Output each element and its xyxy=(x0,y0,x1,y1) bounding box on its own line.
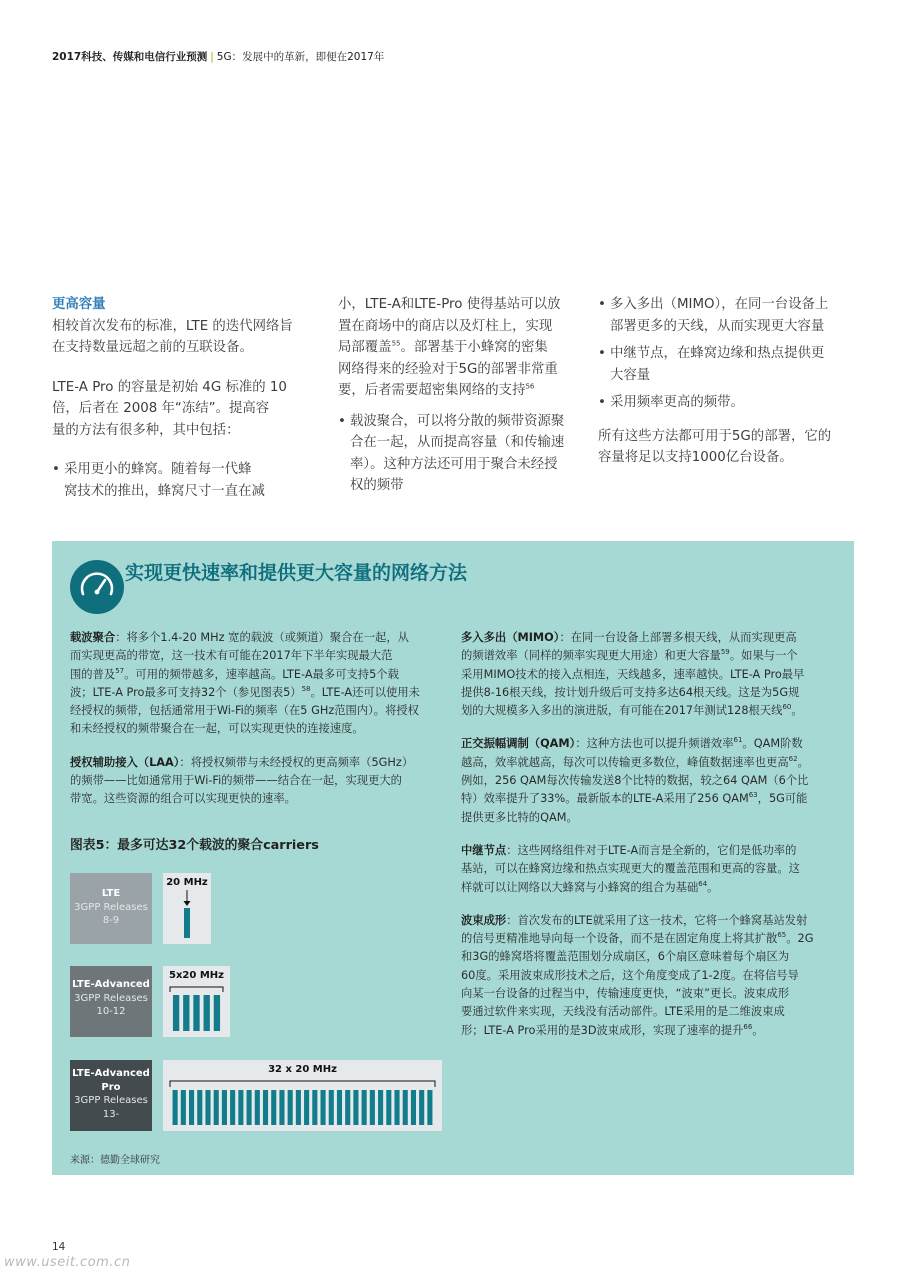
carrier-bar xyxy=(370,1090,375,1125)
term: 正交振幅调制（QAM） xyxy=(461,737,576,751)
carrier-bar xyxy=(312,1090,317,1125)
report-title: 2017科技、传媒和电信行业预测 xyxy=(52,51,208,63)
text-column-2 xyxy=(338,294,578,497)
carrier-bar xyxy=(362,1090,367,1125)
line: 局部覆盖 xyxy=(338,340,392,355)
carrier-bar xyxy=(214,1090,219,1125)
bullet-higher-frequency: • 采用频率更高的频带。 xyxy=(598,392,854,414)
carrier-bar xyxy=(238,1090,243,1125)
carrier-bar xyxy=(255,1090,260,1125)
line: 。部署基于小蜂窝的密集 xyxy=(400,340,548,355)
footnote-ref: 63 xyxy=(748,791,758,800)
line: 小，LTE-A和LTE-Pro 使得基站可以放 xyxy=(338,297,561,312)
box-title: 实现更快速率和提供更大容量的网络方法 xyxy=(125,562,468,584)
section-title: 更高容量 xyxy=(52,297,106,312)
line: 的频带——比如通常用于Wi-Fi的频带——结合在一起，实现更大的 xyxy=(70,774,402,788)
carrier-bar xyxy=(345,1090,350,1125)
carrier-bar xyxy=(263,1090,268,1125)
carrier-label: 20 MHz xyxy=(166,877,208,888)
line: 所有这些方法都可用于5G的部署，它的 xyxy=(598,428,832,444)
line: 。可用的频带越多，速率越高。LTE-A最多可支持5个载 xyxy=(124,667,399,681)
carrier-bar xyxy=(204,995,210,1031)
footnote-ref: 62 xyxy=(788,755,798,764)
release-label-lte-advanced xyxy=(70,966,152,1037)
carrier-bar xyxy=(197,1090,202,1125)
line: 合在一起，从而提高容量（和传输速 xyxy=(350,435,565,450)
line: 率）。这种方法还可用于聚合未经授 xyxy=(350,456,558,472)
beamforming-paragraph xyxy=(461,912,841,1040)
line: 采用更小的蜂窝。随着每一代蜂 xyxy=(64,462,252,477)
footnote-ref: 59 xyxy=(720,648,730,657)
conclusion-paragraph xyxy=(598,426,854,469)
carrier-aggregation-paragraph xyxy=(70,629,442,739)
laa-paragraph xyxy=(70,754,442,809)
carrier-bar xyxy=(394,1090,399,1125)
carrier-bar xyxy=(222,1090,227,1125)
carrier-bar xyxy=(288,1090,293,1125)
line: 大容量 xyxy=(610,367,651,383)
line: 基站，可以在蜂窝边缘和热点实现更大的覆盖范围和更高的容量。这 xyxy=(461,862,800,876)
release-name: LTE-Advanced xyxy=(72,979,150,990)
line: 而实现更高的带宽，这一技术有可能在2017年下半年实现最大范 xyxy=(70,649,393,663)
line: 和3G的蜂窝塔将覆盖范围划分成扇区，6个扇区意味着每个扇区为 xyxy=(461,950,790,964)
carrier-bar xyxy=(214,995,220,1031)
line: 倍，后者在 2008 年“冻结”。提高容 xyxy=(52,401,270,416)
line: 量的方法有很多种，其中包括： xyxy=(52,422,240,438)
continued-paragraph xyxy=(338,294,578,402)
line: ，5G可能 xyxy=(757,792,808,806)
line: 窝技术的推出，蜂窝尺寸一直在减 xyxy=(64,483,265,499)
footnote-ref: 57 xyxy=(115,666,125,675)
line: 采用MIMO技术的接入点相连，天线越多，速率越快。LTE-A Pro最早 xyxy=(461,667,805,681)
release-label-lte xyxy=(70,873,152,944)
release-line: 10-12 xyxy=(96,1006,126,1017)
line: 中继节点，在蜂窝边缘和热点提供更 xyxy=(610,346,825,361)
release-line: 3GPP Releases xyxy=(74,901,148,913)
line: 例如，256 QAM每次传输发送8个比特的数据，较之64 QAM（6个比 xyxy=(461,774,809,788)
box-left-column xyxy=(70,629,442,824)
carrier-label: 32 x 20 MHz xyxy=(268,1064,337,1075)
carrier-panel-lte-advanced-pro xyxy=(163,1060,442,1131)
line: 多入多出（MIMO），在同一台设备上 xyxy=(610,297,829,312)
line: 。LTE-A还可以使用未 xyxy=(310,685,420,699)
carrier-panel-lte xyxy=(163,873,211,944)
lte-a-pro-paragraph xyxy=(52,377,302,442)
line: 形；LTE-A Pro采用的是3D波束成形，实现了速率的提升 xyxy=(461,1023,744,1037)
release-line: 13- xyxy=(102,1108,120,1120)
line: 。QAM阶数 xyxy=(742,737,803,751)
page-header xyxy=(52,49,384,64)
line: 围的普及 xyxy=(70,667,116,681)
term: 波束成形 xyxy=(461,913,507,927)
watermark: www.useit.com.cn xyxy=(4,1255,131,1270)
carrier-bar xyxy=(411,1090,416,1125)
footnote-ref: 58 xyxy=(301,685,311,694)
line: 。如果与一个 xyxy=(729,649,798,663)
release-name-2: Pro xyxy=(101,1081,121,1093)
bullet-carrier-aggregation xyxy=(338,411,578,497)
release-line: 8-9 xyxy=(102,915,120,926)
term: 多入多出（MIMO） xyxy=(461,631,560,644)
line: ：在同一台设备上部署多根天线，从而实现更高 xyxy=(559,631,797,644)
release-line: 3GPP Releases xyxy=(74,992,148,1004)
carrier-bar xyxy=(337,1090,342,1125)
page-number: 14 xyxy=(52,1241,66,1253)
line: 。 xyxy=(797,755,809,769)
carrier-label: 5x20 MHz xyxy=(169,970,224,981)
footnote-ref: 66 xyxy=(743,1022,753,1031)
term: 授权辅助接入（LAA） xyxy=(70,755,180,769)
carrier-bar xyxy=(247,1090,252,1125)
footnote-ref: 64 xyxy=(698,879,708,888)
carrier-bar xyxy=(173,1090,178,1125)
footnote-ref: 56 xyxy=(525,382,535,391)
line: 权的频带 xyxy=(350,478,404,493)
qam-paragraph xyxy=(461,735,841,826)
line: 提供更多比特的QAM。 xyxy=(461,810,578,824)
carrier-bar xyxy=(181,1090,186,1125)
intro-paragraph: 相较首次发布的标准，LTE 的迭代网络旨在支持数量远超之前的互联设备。 xyxy=(52,318,293,355)
line: 越高，效率就越高，每次可以传输更多数位，峰值数据速率也更高 xyxy=(461,755,789,769)
line: 要，后者需要超密集网络的支持 xyxy=(338,383,526,398)
line: LTE-A Pro 的容量是初始 4G 标准的 10 xyxy=(52,379,287,395)
release-name: LTE-Advanced xyxy=(72,1068,150,1079)
line: 部署更多的天线，从而实现更大容量 xyxy=(610,318,825,334)
line: 置在商场中的商店以及灯柱上，实现 xyxy=(338,318,553,334)
term: 载波聚合 xyxy=(70,631,116,644)
line: 。2G xyxy=(786,932,814,946)
carrier-bar xyxy=(205,1090,210,1125)
carrier-bar xyxy=(189,1090,194,1125)
figure-title: 图表5：最多可达32个载波的聚合carriers xyxy=(70,838,319,853)
figure-source: 来源：德勤全球研究 xyxy=(70,1155,160,1166)
network-methods-box xyxy=(52,541,854,1175)
footnote-ref: 61 xyxy=(733,736,743,745)
carrier-bar xyxy=(183,995,189,1031)
carrier-bar xyxy=(193,995,199,1031)
carrier-bar xyxy=(296,1090,301,1125)
line: ：将多个1.4-20 MHz 宽的载波（或频道）聚合在一起，从 xyxy=(115,631,409,644)
carrier-bar xyxy=(386,1090,391,1125)
line: 。 xyxy=(752,1023,764,1037)
carrier-bar xyxy=(173,995,179,1031)
line: 网络得来的经验对于5G的部署非常重 xyxy=(338,361,558,377)
line: 波；LTE-A Pro最多可支持32个（参见图表5） xyxy=(70,685,302,699)
line: ：这种方法也可以提升频谱效率 xyxy=(575,737,734,751)
line: 的信号更精准地导向每一个设备，而不是在固定角度上将其扩散 xyxy=(461,932,778,946)
release-label-lte-advanced-pro xyxy=(70,1060,152,1131)
bullet-relay-nodes xyxy=(598,343,854,386)
line: ：首次发布的LTE就采用了这一技术，它将一个蜂窝基站发射 xyxy=(506,913,808,927)
line: 带宽。这些资源的组合可以实现更快的速率。 xyxy=(70,792,296,806)
carrier-bar xyxy=(378,1090,383,1125)
line: 经授权的频带，包括通常用于Wi-Fi的频率（在5 GHz范围内）。将授权 xyxy=(70,704,419,718)
text-column-3 xyxy=(598,294,854,469)
carrier-bar xyxy=(230,1090,235,1125)
term: 中继节点 xyxy=(461,843,507,857)
carrier-bar xyxy=(353,1090,358,1125)
line: 载波聚合，可以将分散的频带资源聚 xyxy=(350,413,565,429)
carrier-bar xyxy=(403,1090,408,1125)
release-line: 3GPP Releases xyxy=(74,1095,148,1106)
line: 容量将足以支持1000亿台设备。 xyxy=(598,450,793,465)
line: 和未经授权的频带聚合在一起，可以实现更快的连接速度。 xyxy=(70,722,364,736)
release-name: LTE xyxy=(101,888,121,899)
carrier-bar xyxy=(419,1090,424,1125)
footnote-ref: 65 xyxy=(777,931,787,940)
bullet-smaller-cells xyxy=(52,459,302,502)
bullet-mimo xyxy=(598,294,854,337)
header-separator: | xyxy=(210,51,214,63)
carrier-bar xyxy=(304,1090,309,1125)
carrier-bar xyxy=(427,1090,432,1125)
box-right-column xyxy=(461,629,841,1055)
carrier-bar xyxy=(184,908,190,938)
footnote-ref: 60 xyxy=(782,703,792,712)
line: 向某一台设备的过程当中，传输速度更快，“波束”更长。波束成形 xyxy=(461,987,790,1001)
mimo-paragraph xyxy=(461,629,841,720)
chapter-title: 5G：发展中的革新，即便在2017年 xyxy=(216,51,385,63)
speedometer-icon xyxy=(70,560,124,614)
carrier-bar xyxy=(329,1090,334,1125)
line: 的频谱效率（同样的频率实现更大用途）和更大容量 xyxy=(461,649,721,663)
line: 提供8-16根天线，按计划升级后可支持多达64根天线。这是为5G规 xyxy=(461,685,800,699)
relay-paragraph xyxy=(461,842,841,897)
line: 。 xyxy=(707,880,719,894)
line: ：将授权频带与未经授权的更高频率（5GHz） xyxy=(179,755,414,769)
line: 特）效率提升了33%。最新版本的LTE-A采用了256 QAM xyxy=(461,792,749,806)
text-column-1 xyxy=(52,294,302,502)
line: 。 xyxy=(791,704,803,718)
line: 样就可以让网络以大蜂窝与小蜂窝的组合为基础 xyxy=(461,880,699,894)
line: ：这些网络组件对于LTE-A而言是全新的，它们是低功率的 xyxy=(506,843,797,857)
line: 要通过软件来实现，天线没有活动部件。LTE采用的是二维波束成 xyxy=(461,1005,785,1019)
line: 划的大规模多入多出的演进版，有可能在2017年测试128根天线 xyxy=(461,704,783,718)
carrier-bar xyxy=(271,1090,276,1125)
carrier-panel-lte-advanced xyxy=(163,966,230,1037)
line: 60度。采用波束成形技术之后，这个角度变成了1-2度。在将信号导 xyxy=(461,968,799,982)
carrier-bar xyxy=(321,1090,326,1125)
carrier-bar xyxy=(279,1090,284,1125)
footnote-ref: 55 xyxy=(391,339,401,348)
